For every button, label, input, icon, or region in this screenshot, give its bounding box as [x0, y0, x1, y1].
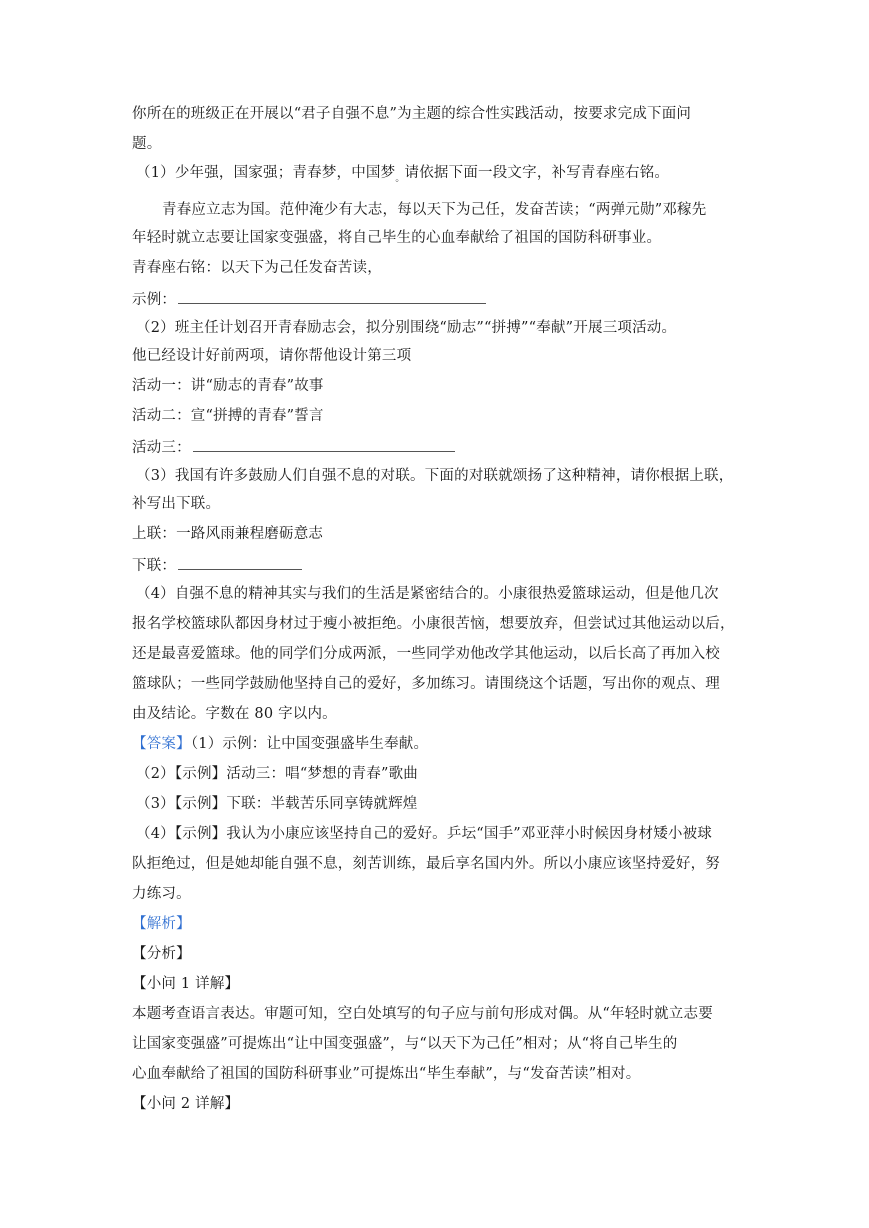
q1-passage-line-1: 青春应立志为国。范仲淹少有大志，每以天下为己任，发奋苦读；“两弹元勋”邓稼先	[162, 202, 707, 218]
q1-answer-blank[interactable]	[178, 288, 486, 304]
q3-lower-label: 下联：	[132, 558, 177, 574]
q2-activity-1: 活动一：讲“励志的青春”故事	[132, 378, 324, 394]
analysis-sub1-line-3: 心血奉献给了祖国的国防科研事业”可提炼出“毕生奉献”，与“发奋苦读”相对。	[132, 1066, 641, 1082]
answer-3: （3）【示例】下联：半载苦乐同享铸就辉煌	[136, 796, 418, 812]
q3-lower-couplet	[132, 554, 742, 576]
q1-example-label: 示例：	[132, 292, 177, 308]
answer-1-row	[132, 734, 742, 754]
q1-motto: 青春座右铭：以天下为己任发奋苦读，	[132, 260, 382, 276]
q2-answer-blank[interactable]	[193, 436, 455, 452]
analysis-sub1-title: 【小问 1 详解】	[132, 976, 240, 992]
answer-tag: 【答案】	[132, 736, 191, 752]
q2-prompt-line-1: （2）班主任计划召开青春励志会，拟分别围绕“励志”“拼搏”“奉献”开展三项活动。	[136, 320, 677, 336]
q1-prompt-a: （1）少年强，国家强；青春梦，中国梦	[136, 165, 396, 181]
q2-activity-2: 活动二：宣“拼搏的青春”誓言	[132, 408, 324, 424]
q1-prompt-dot: 。	[395, 174, 405, 184]
intro-line-1: 你所在的班级正在开展以“君子自强不息”为主题的综合性实践活动，按要求完成下面问	[132, 106, 692, 122]
q2-prompt-line-2: 他已经设计好前两项，请你帮他设计第三项	[132, 348, 412, 364]
analysis-fenxi: 【分析】	[132, 946, 191, 962]
answer-4-line-1: （4）【示例】我认为小康应该坚持自己的爱好。乒坛“国手”邓亚萍小时候因身材矮小被球	[136, 826, 712, 842]
intro-line-2: 题。	[132, 136, 162, 152]
analysis-sub1-line-1: 本题考查语言表达。审题可知，空白处填写的句子应与前句形成对偶。从“年轻时就立志要	[132, 1006, 713, 1022]
answer-2: （2）【示例】活动三：唱“梦想的青春”歌曲	[136, 766, 418, 782]
q1-prompt	[136, 163, 746, 189]
answer-4-line-2: 队拒绝过，但是她却能自强不息，刻苦训练，最后享名国内外。所以小康应该坚持爱好，努	[132, 856, 720, 872]
answer-1: （1）示例：让中国变强盛毕生奉献。	[190, 736, 429, 752]
q4-line-4: 篮球队；一些同学鼓励他坚持自己的爱好，多加练习。请围绕这个话题，写出你的观点、理	[132, 676, 720, 692]
q3-upper-couplet: 上联：一路风雨兼程磨砺意志	[132, 526, 324, 542]
q2-activity-3	[132, 436, 742, 458]
q4-line-3: 还是最喜爱篮球。他的同学们分成两派，一些同学劝他改学其他运动，以后长高了再加入校	[132, 646, 720, 662]
q1-passage-line-2: 年轻时就立志要让国家变强盛，将自己毕生的心血奉献给了祖国的国防科研事业。	[132, 230, 662, 246]
q1-prompt-b: 请依据下面一段文字，补写青春座右铭。	[404, 165, 670, 181]
q3-prompt-line-1: （3）我国有许多鼓励人们自强不息的对联。下面的对联就颂扬了这种精神，请你根据上联，	[136, 468, 734, 484]
q2-activity-3-label: 活动三：	[132, 440, 191, 456]
analysis-sub1-line-2: 让国家变强盛”可提炼出“让中国变强盛”，与“以天下为己任”相对；从“将自己毕生的	[132, 1036, 678, 1052]
q4-line-2: 报名学校篮球队都因身材过于瘦小被拒绝。小康很苦恼，想要放弃，但尝试过其他运动以后，	[132, 616, 735, 632]
q3-prompt-line-2: 补写出下联。	[132, 496, 221, 512]
analysis-sub2-title: 【小问 2 详解】	[132, 1096, 240, 1112]
answer-4-line-3: 力练习。	[132, 886, 191, 902]
q4-line-5: 由及结论。字数在 80 字以内。	[132, 706, 337, 722]
q1-example	[132, 288, 742, 310]
q4-line-1: （4）自强不息的精神其实与我们的生活是紧密结合的。小康很热爱篮球运动，但是他几次	[136, 586, 719, 602]
q3-answer-blank[interactable]	[178, 554, 302, 570]
analysis-tag: 【解析】	[132, 916, 191, 932]
